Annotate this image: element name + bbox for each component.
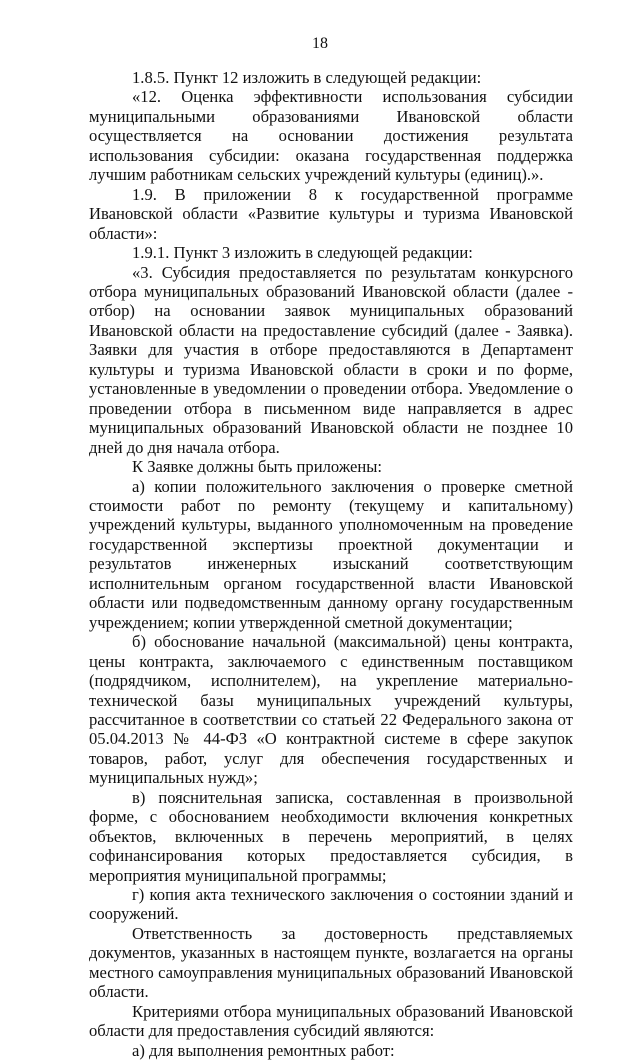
paragraph-attachment-a: а) копии положительного заключения о проверке сметной стоимости работ по ремонту (текущему и капитальному) учреждений культуры, выданного уполномоченным на проведение государственной экспертизы проектной документации и результатов инженерных изысканий соответствующим исполнительным органом государственной власти Ивановской области или подведомственным данному органу государственным учреждением; копии утвержденной сметной документации; [89, 476, 573, 632]
page-number: 18 [312, 35, 328, 52]
paragraph-attachment-g: г) копия акта технического заключения о состоянии зданий и сооружений. [89, 885, 573, 924]
paragraph-attachment-b: б) обоснование начальной (максимальной) цены контракта, цены контракта, заключаемого с единственным поставщиком (подрядчиком, исполнителем), на укрепление материально-технической базы муниципальных учреждений культуры, рассчитанное в соответствии со статьей 22 Федерального закона от 05.04.2013 № 44-ФЗ «О контрактной системе в сфере закупок товаров, работ, услуг для обеспечения государственных и муниципальных нужд»; [89, 632, 573, 788]
document-body [89, 68, 573, 1060]
paragraph-criteria-a: а) для выполнения ремонтных работ: [132, 1040, 395, 1060]
paragraph-1-8-5: 1.8.5. Пункт 12 изложить в следующей редакции: [132, 68, 482, 87]
paragraph-1-9: 1.9. В приложении 8 к государственной программе Ивановской области «Развитие культуры и туризма Ивановской области»: [89, 184, 573, 243]
paragraph-criteria: Критериями отбора муниципальных образований Ивановской области для предоставления субсидий являются: [89, 1001, 573, 1041]
paragraph-attachment-v: в) пояснительная записка, составленная в произвольной форме, с обоснованием необходимости включения конкретных объектов, включенных в перечень мероприятий, в целях софинансирования которых предоставляется субсидия, в мероприятия муниципальной программы; [89, 787, 573, 885]
paragraph-1-9-1: 1.9.1. Пункт 3 изложить в следующей редакции: [132, 243, 473, 263]
paragraph-item-12: «12. Оценка эффективности использования субсидии муниципальными образованиями Ивановской области осуществляется на основании достижения результата использования субсидии: оказана государственная поддержка лучшим работникам сельских учреждений культуры (единиц).». [89, 87, 573, 185]
paragraph-item-3: «3. Субсидия предоставляется по результатам конкурсного отбора муниципальных образований Ивановской области (далее - отбор) на основании заявок муниципальных образований Ивановской области на предоставление субсидий (далее - Заявка). Заявки для участия в отборе предоставляются в Департамент культуры и туризма Ивановской области в сроки и по форме, установленные в уведомлении о проведении отбора. Уведомление о проведении отбора в письменном виде направляется в адрес муниципальных образований Ивановской области не позднее 10 дней до дня начала отбора. [89, 262, 573, 457]
paragraph-responsibility: Ответственность за достоверность представляемых документов, указанных в настоящем пункте, возлагается на органы местного самоуправления муниципальных образований Ивановской области. [89, 923, 573, 1002]
paragraph-attachments-intro: К Заявке должны быть приложены: [132, 457, 382, 477]
